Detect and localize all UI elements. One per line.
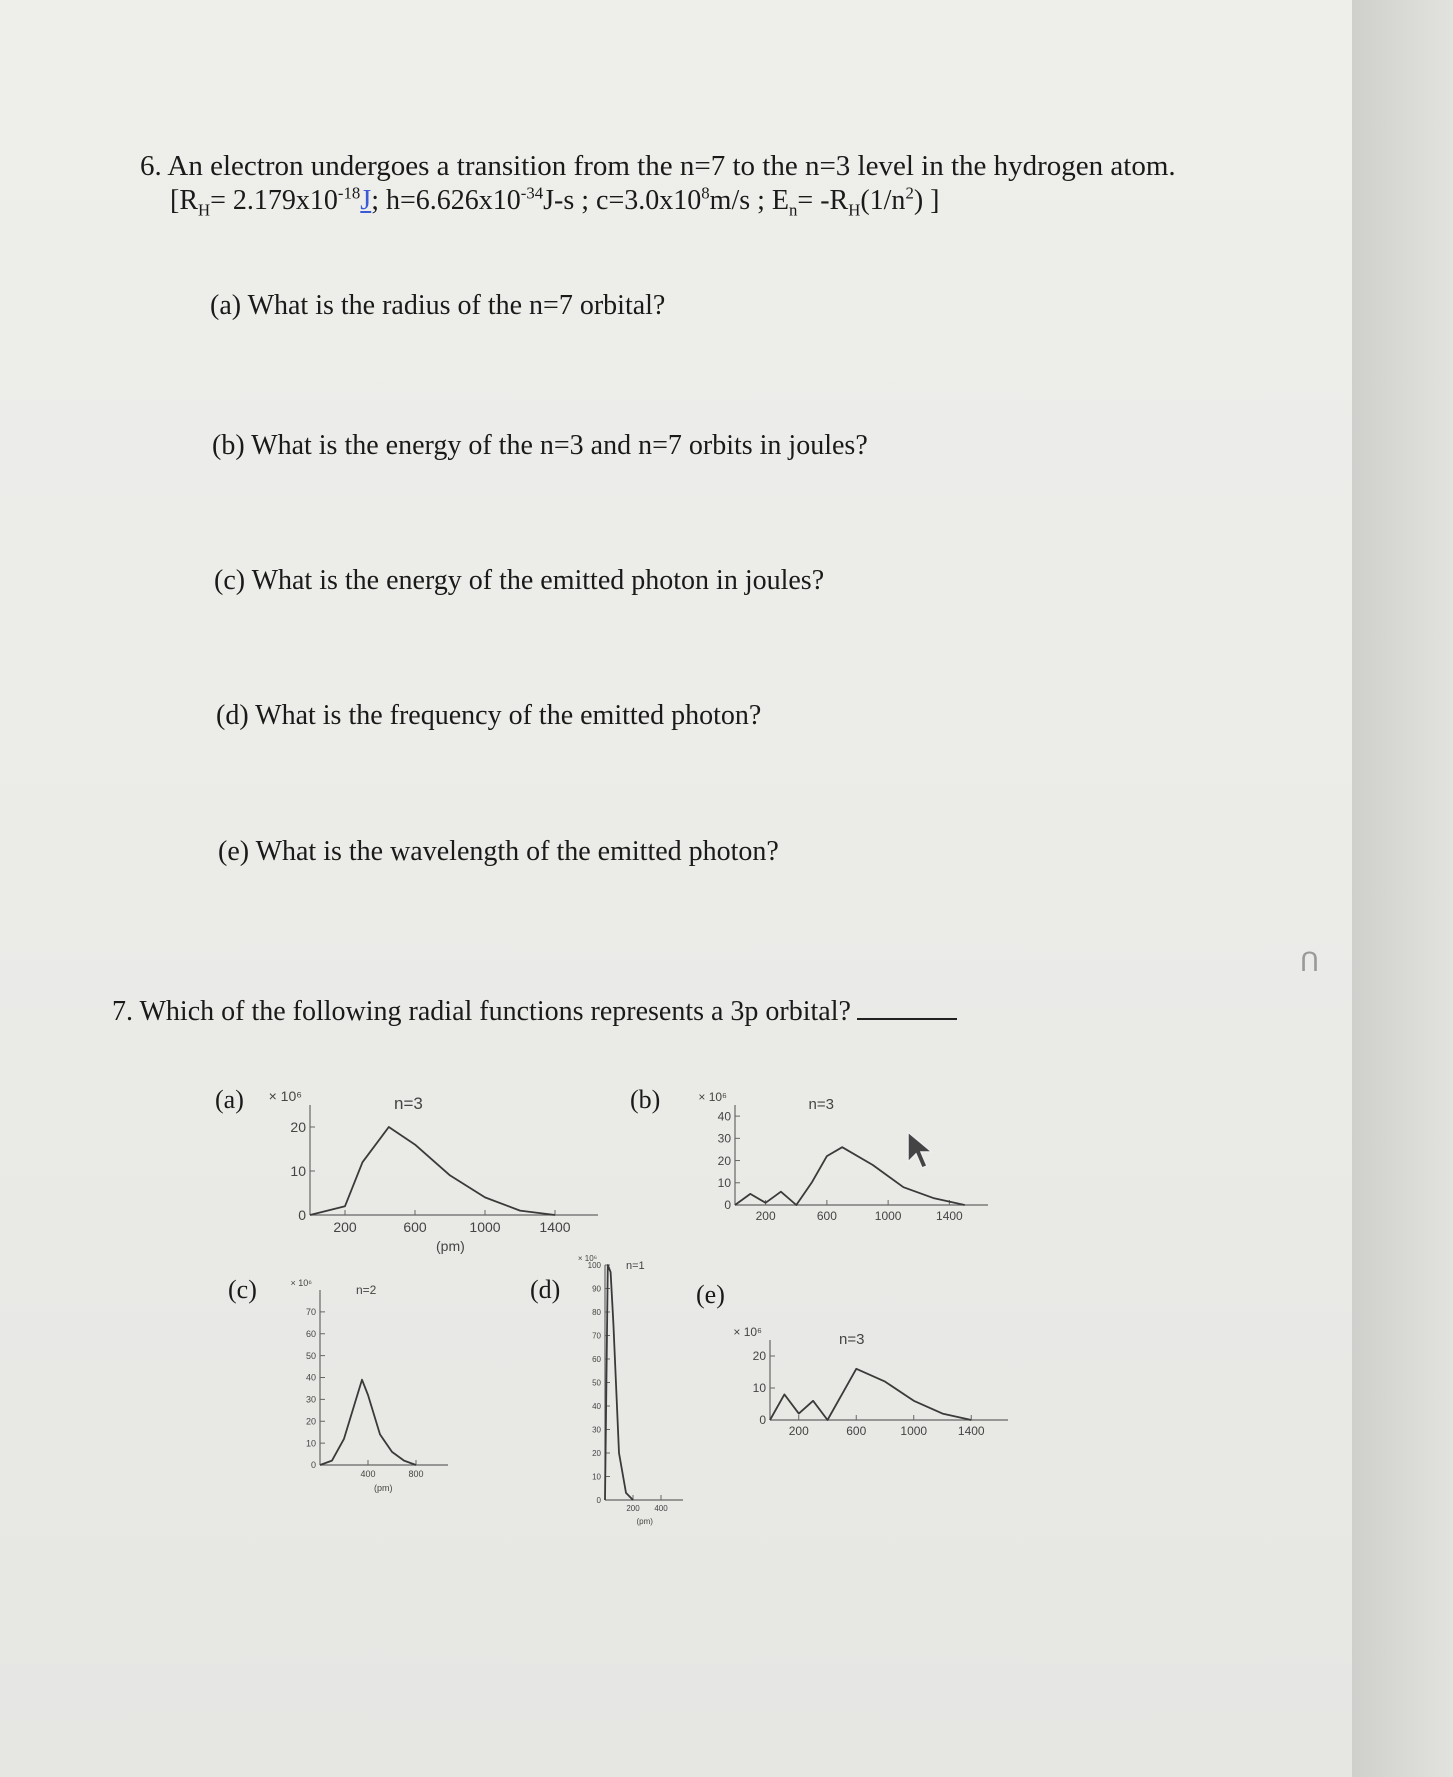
option-e-label: (e) [696, 1280, 725, 1309]
chart-c [290, 1265, 460, 1495]
answer-blank[interactable] [857, 1018, 957, 1020]
question-6-part-c: (c) What is the energy of the emitted photon in joules? [214, 565, 825, 596]
y-tick-label: 100 [587, 1260, 601, 1270]
y-tick-label: 20 [305, 1416, 316, 1427]
chart-title: n=3 [394, 1094, 423, 1113]
question-6-part-a: (a) What is the radius of the n=7 orbital? [210, 290, 666, 321]
y-tick-label: 0 [724, 1198, 731, 1213]
chart-d [575, 1245, 685, 1535]
x-tick-label: 600 [846, 1424, 867, 1438]
x-axis-label: (pm) [374, 1483, 393, 1493]
chart-title: n=1 [626, 1260, 645, 1272]
question-6-text: 6. An electron undergoes a transition from the n=7 to the n=3 level in the hydrogen atom. [140, 150, 1176, 182]
option-c-label: (c) [228, 1275, 257, 1304]
x-tick-label: 1000 [874, 1209, 902, 1223]
page-edge [1352, 0, 1453, 1777]
y-tick-label: 90 [592, 1284, 601, 1294]
y-tick-label: 20 [592, 1448, 601, 1458]
question-6-part-d: (d) What is the frequency of the emitted photon? [216, 700, 762, 731]
x-tick-label: 1400 [539, 1219, 571, 1235]
y-tick-label: 10 [290, 1162, 306, 1179]
x-tick-label: 200 [333, 1219, 357, 1235]
x-tick-label: 200 [788, 1424, 809, 1438]
option-b-label: (b) [630, 1085, 661, 1114]
question-7-text [112, 996, 957, 1028]
y-tick-label: 80 [592, 1307, 601, 1317]
radial-function-curve [310, 1127, 555, 1215]
y-tick-label: 10 [717, 1175, 731, 1190]
y-tick-label: 30 [305, 1394, 316, 1405]
y-axis-unit: × 10⁶ [698, 1090, 727, 1104]
y-tick-label: 20 [290, 1118, 306, 1135]
x-tick-label: 200 [755, 1209, 776, 1223]
y-tick-label: 20 [717, 1153, 731, 1168]
x-tick-label: 800 [408, 1469, 424, 1479]
y-tick-label: 70 [592, 1331, 601, 1341]
x-tick-label: 600 [816, 1209, 837, 1223]
y-axis-unit: × 10⁶ [268, 1088, 302, 1104]
y-tick-label: 0 [298, 1206, 306, 1223]
question-6-given-constants [170, 184, 939, 221]
y-tick-label: 0 [310, 1460, 316, 1471]
y-tick-label: 40 [717, 1109, 731, 1124]
y-tick-label: 30 [717, 1131, 731, 1146]
x-tick-label: 1400 [936, 1209, 963, 1223]
chart-a [255, 1080, 615, 1260]
margin-pencil-mark: ᑎ [1300, 948, 1320, 977]
chart-title: n=3 [839, 1331, 865, 1348]
y-tick-label: 40 [305, 1372, 316, 1383]
x-tick-label: 600 [403, 1219, 427, 1235]
y-axis-unit: × 10⁶ [733, 1325, 762, 1339]
radial-function-curve [770, 1369, 971, 1420]
x-tick-label: 1000 [469, 1219, 501, 1235]
given-constants-formatted: [$R_H= 2.179x10^{-18}J$; $h=6.626x10^{-34}J-s$ ; $c=3.0x10^8m/s$ ; $E_n= -R_H(1/n^2)$ ] [170, 184, 940, 220]
y-tick-label: 60 [592, 1354, 601, 1364]
y-tick-label: 70 [305, 1307, 316, 1318]
y-tick-label: 10 [305, 1438, 316, 1449]
x-tick-label: 400 [654, 1504, 668, 1513]
y-tick-label: 60 [305, 1328, 316, 1339]
question-7-prompt: 7. Which of the following radial functions represents a 3p orbital? [112, 996, 851, 1027]
option-a-label: (a) [215, 1085, 244, 1114]
y-tick-label: 50 [592, 1378, 601, 1388]
y-tick-label: 40 [592, 1401, 601, 1411]
x-axis-label: (pm) [636, 1517, 653, 1526]
radial-function-curve [320, 1380, 416, 1465]
y-axis-unit: × 10⁶ [577, 1254, 597, 1263]
y-tick-label: 10 [592, 1472, 601, 1482]
y-tick-label: 30 [592, 1425, 601, 1435]
option-d-label: (d) [530, 1275, 561, 1304]
chart-title: n=3 [808, 1096, 834, 1113]
y-tick-label: 0 [596, 1495, 601, 1505]
question-6-part-b: (b) What is the energy of the n=3 and n=7 orbits in joules? [212, 430, 868, 461]
y-tick-label: 0 [759, 1413, 766, 1428]
y-axis-unit: × 10⁶ [290, 1278, 312, 1288]
chart-b [690, 1080, 1000, 1250]
question-6-part-e: (e) What is the wavelength of the emitted photon? [218, 836, 779, 867]
x-tick-label: 200 [626, 1504, 640, 1513]
chart-e [725, 1310, 1015, 1440]
mouse-cursor-icon [900, 1124, 940, 1174]
y-tick-label: 20 [752, 1349, 766, 1364]
x-tick-label: 1000 [900, 1424, 928, 1438]
y-tick-label: 50 [305, 1350, 316, 1361]
x-tick-label: 1400 [957, 1424, 985, 1438]
chart-title: n=2 [356, 1283, 377, 1297]
x-axis-label: (pm) [436, 1238, 465, 1254]
y-tick-label: 10 [752, 1381, 766, 1396]
x-tick-label: 400 [360, 1469, 376, 1479]
